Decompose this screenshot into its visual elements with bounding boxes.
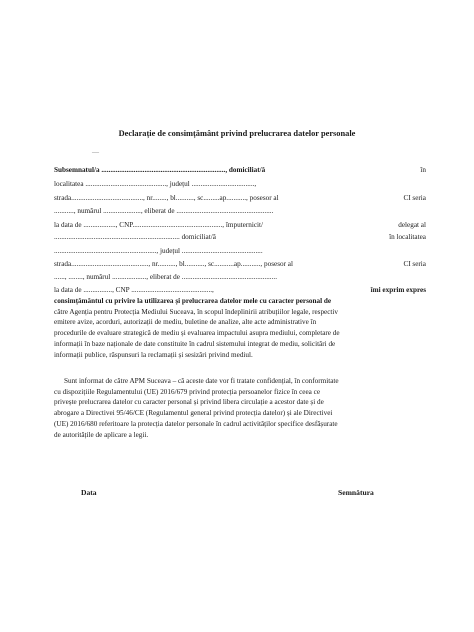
info-line: (UE) 2016/680 referitoare la protecția datelor personale în cadrul activităților specifice desfășurate — [54, 420, 338, 428]
form-line — [54, 260, 426, 269]
form-line-text: strada........................................, nr........, bl.........., sc.........ap..........., posesor al — [54, 194, 279, 202]
form-line — [54, 180, 426, 189]
info-line: privește prelucrarea datelor cu caracter personal și privind libera circulație a acestor date și de — [54, 398, 324, 406]
form-line — [54, 194, 426, 203]
form-line — [54, 207, 426, 216]
form-line-end: delegat al — [398, 221, 426, 229]
info-line: abrogare a Directivei 95/46/CE (Regulamentul general privind protecția datelor) și ale Directivei — [54, 409, 333, 417]
signature-label: Semnătura — [338, 488, 374, 497]
form-line — [54, 233, 426, 242]
consent-line: informații publice, răspunsuri la reclamații și sesizări privind mediul. — [54, 351, 253, 359]
form-line-text: ........................................................., județul ............................................. — [54, 247, 263, 255]
form-line-end: CI seria — [403, 194, 426, 202]
form-line-text: ...................................................................... domiciliat/ă — [54, 233, 216, 241]
consent-line: informații în baze naționale de date constituite în cadrul sistemului integrat de mediu, solicitări de — [54, 340, 336, 348]
consent-line: către Agenția pentru Protecția Mediului Suceava, în scopul îndeplinirii atribuțiilor legale, respectiv — [54, 308, 339, 316]
form-line-end: CI seria — [403, 260, 426, 268]
info-line: Sunt informat de către APM Suceava – că aceste date vor fi tratate confidențial, în conformitate — [64, 377, 339, 385]
form-line-text: ......, ........, numărul ..................., eliberat de ..................................................... — [54, 273, 277, 281]
form-line — [54, 286, 426, 295]
consent-line: consimțământul cu privire la utilizarea și prelucrarea datelor mele cu caracter personal de — [54, 297, 332, 305]
form-line-end: îmi exprim expres — [370, 286, 426, 294]
form-line-text: la data de ................, CNP ............................................., — [54, 286, 214, 294]
stray-mark: — — [92, 148, 99, 156]
consent-line: emitere avize, acorduri, autorizații de mediu, buletine de analize, alte acte administrative în — [54, 318, 317, 326]
form-line-text: Subsemnatul/a ....................................................................., domiciliat/ă — [54, 166, 266, 174]
form-line — [54, 221, 426, 230]
form-line — [54, 166, 426, 175]
info-line: de autoritățile de aplicare a legii. — [54, 431, 149, 439]
document-title: Declarație de consimțământ privind prelucrarea datelor personale — [118, 129, 356, 138]
form-line — [54, 273, 426, 282]
form-line-text: ..........., numărul ....................., eliberat de ...................................................... — [54, 207, 274, 215]
info-line: cu dispozițiile Regulamentului (UE) 2016/679 privind protecția persoanelor fizice în ceea ce — [54, 388, 321, 396]
consent-line: procedurile de evaluare strategică de mediu și evaluarea impactului asupra mediului, completare de — [54, 329, 340, 337]
form-line — [54, 247, 426, 256]
form-line-text: strada..........................................., nr.........., bl..........., sc...........ap..........., posesor al — [54, 260, 293, 268]
form-line-end: în — [420, 166, 426, 174]
form-line-text: localitatea ............................................., județul ..................................., — [54, 180, 257, 188]
form-line-end: în localitatea — [389, 233, 426, 241]
form-line-text: la data de .................., CNP.................................................., împuternicit/ — [54, 221, 264, 229]
date-label: Data — [81, 488, 97, 497]
